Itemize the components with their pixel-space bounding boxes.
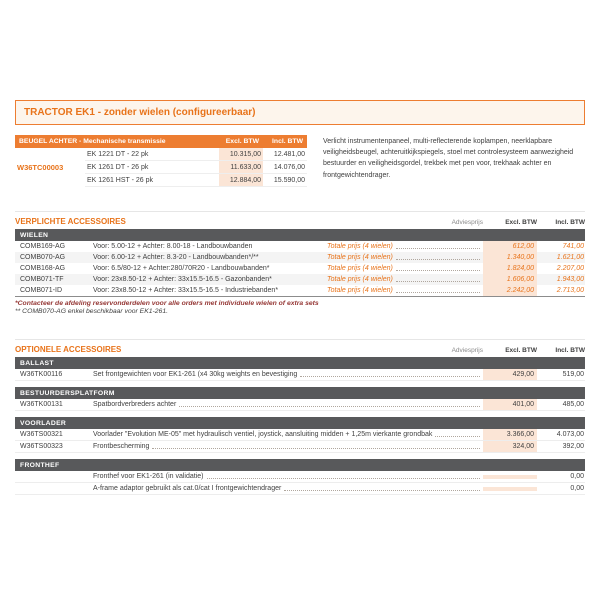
price-incl: 0,00: [570, 473, 584, 480]
model-row: [85, 174, 307, 187]
row-note: Totale prijs (4 wielen): [327, 243, 393, 250]
beugel-achter-section: [15, 135, 585, 187]
model-label: EK 1221 DT - 22 pk: [87, 150, 149, 158]
table-row: [15, 274, 585, 285]
price-excl: 10.315,00: [219, 148, 263, 160]
price-excl: 324,00: [483, 441, 537, 452]
price-incl: 12.481,00: [273, 150, 305, 158]
row-desc: Voor: 23x8.50-12 + Achter: 33x15.5-16.5 - Industriebanden*: [93, 287, 279, 294]
table-row: [15, 252, 585, 263]
col-header-excl-btw: Excl. BTW: [505, 347, 537, 354]
dotted-leader: [396, 276, 480, 282]
group-bar-ballast: BALLAST: [15, 357, 585, 369]
group-bar-fronthef: FRONTHEF: [15, 459, 585, 471]
dotted-leader: [435, 431, 480, 437]
row-code: W36TS00323: [20, 443, 63, 450]
beugel-header-title: BEUGEL ACHTER - Mechanische transmissie: [19, 138, 166, 145]
price-incl: 0,00: [570, 485, 584, 492]
model-label: EK 1261 HST - 26 pk: [87, 176, 154, 184]
price-excl: [483, 475, 537, 479]
page-title: TRACTOR EK1 - zonder wielen (configureerbaar): [15, 100, 585, 125]
row-code: COMB071-ID: [20, 287, 63, 294]
equipment-description: Verlicht instrumentenpaneel, multi-reflecterende koplampen, neerklapbare veiligheidsbeugel, achteruitkijkspiegels, stoel met controlesysteem aanwezigheid bestuurder en veiligheidsgordel, trekbek met pen voor, trekhaak achter en frontgewichtendrager.: [323, 138, 574, 179]
row-code: COMB070-AG: [20, 254, 66, 261]
group-bar-wielen: WIELEN: [15, 229, 585, 241]
page-content: [15, 100, 585, 495]
row-code: W36TS00321: [20, 431, 63, 438]
table-row: [15, 285, 585, 296]
col-header-excl-btw: Excl. BTW: [225, 138, 259, 145]
model-rows: [85, 148, 307, 187]
row-desc: Voor: 6.5/80-12 + Achter:280/70R20 - Landbouwbanden*: [93, 265, 270, 272]
row-desc: A-frame adaptor gebruikt als cat.0/cat I frontgewichtendrager: [93, 485, 282, 492]
footnote-wheels-orders: *Contacteer de afdeling reservonderdelen voor alle orders met individuele wielen of extra sets: [15, 300, 319, 307]
price-excl: 1.340,00: [483, 252, 537, 263]
dotted-leader: [179, 401, 480, 407]
row-code: COMB071-TF: [20, 276, 64, 283]
row-code: W36TK00116: [20, 371, 63, 378]
price-incl: 392,00: [562, 443, 584, 450]
row-code: COMB169-AG: [20, 243, 66, 250]
price-incl: 2.713,00: [556, 287, 584, 294]
price-incl: 4.073,00: [556, 431, 584, 438]
table-row: [15, 263, 585, 274]
col-header-excl-btw: Excl. BTW: [505, 219, 537, 226]
table-row: [15, 369, 585, 381]
row-note: Totale prijs (4 wielen): [327, 265, 393, 272]
group-bestuurdersplatform: [15, 387, 585, 411]
price-excl: 429,00: [483, 369, 537, 380]
row-code: COMB168-AG: [20, 265, 66, 272]
section-header: [15, 345, 585, 357]
beugel-price-table: [15, 135, 307, 187]
price-excl: 2.242,00: [483, 285, 537, 296]
row-desc: Fronthef voor EK1-261 (in validatie): [93, 473, 204, 480]
price-excl: 401,00: [483, 399, 537, 410]
section-title: OPTIONELE ACCESSOIRES: [15, 345, 122, 354]
group-bar-bestuurdersplatform: BESTUURDERSPLATFORM: [15, 387, 585, 399]
price-incl: 485,00: [562, 401, 584, 408]
group-ballast: [15, 357, 585, 381]
table-row: [15, 483, 585, 495]
dotted-leader: [284, 485, 480, 491]
optionele-accessoires-section: [15, 339, 585, 495]
row-desc: Spatbordverbreders achter: [93, 401, 177, 408]
footnote-comb070: ** COMB070-AG enkel beschikbaar voor EK1-261.: [15, 308, 169, 315]
row-note: Totale prijs (4 wielen): [327, 287, 393, 294]
group-voorlader: [15, 417, 585, 453]
row-desc: Voor: 6.00-12 + Achter: 8.3-20 - Landbouwbanden*/**: [93, 254, 259, 261]
group-fronthef: [15, 459, 585, 495]
price-incl: 14.076,00: [273, 163, 305, 171]
verplichte-accessoires-section: [15, 211, 585, 315]
col-header-incl-btw: Incl. BTW: [555, 347, 585, 354]
price-excl: 3.366,00: [483, 429, 537, 440]
section-header: [15, 217, 585, 229]
product-code: W36TC00003: [17, 163, 64, 172]
model-row: [85, 161, 307, 174]
row-desc: Voorlader "Evolution ME-05" met hydraulisch ventiel, joystick, aansluiting midden + 1,25m vierkante grondbak: [93, 431, 433, 438]
row-desc: Set frontgewichten voor EK1-261 (x4 30kg weights en bevestiging: [93, 371, 298, 378]
row-code: W36TK00131: [20, 401, 63, 408]
table-row: [15, 441, 585, 453]
col-header-incl-btw: Incl. BTW: [555, 219, 585, 226]
price-incl: 519,00: [562, 371, 584, 378]
row-desc: Voor: 23x8.50-12 + Achter: 33x15.5-16.5 - Gazonbanden*: [93, 276, 272, 283]
dotted-leader: [300, 371, 480, 377]
table-row: [15, 429, 585, 441]
group-bar-voorlader: VOORLADER: [15, 417, 585, 429]
price-incl: 1.943,00: [556, 276, 584, 283]
price-incl: 2.207,00: [556, 265, 584, 272]
price-incl: 1.621,00: [556, 254, 584, 261]
row-code: [15, 475, 93, 479]
beugel-body: [15, 148, 307, 187]
price-incl: 15.590,00: [273, 176, 305, 184]
price-excl: 1.606,00: [483, 274, 537, 285]
dotted-leader: [396, 254, 480, 260]
table-row: [15, 241, 585, 252]
dotted-leader: [396, 287, 480, 293]
col-header-adviesprijs: Adviesprijs: [451, 347, 483, 354]
wielen-table: [15, 241, 585, 297]
row-desc: Frontbescherming: [93, 443, 150, 450]
price-excl: 12.884,00: [219, 174, 263, 186]
model-label: EK 1261 DT - 26 pk: [87, 163, 149, 171]
dotted-leader: [396, 243, 480, 249]
row-note: Totale prijs (4 wielen): [327, 254, 393, 261]
row-note: Totale prijs (4 wielen): [327, 276, 393, 283]
col-header-adviesprijs: Adviesprijs: [451, 219, 483, 226]
price-excl: [483, 487, 537, 491]
dotted-leader: [396, 265, 480, 271]
table-row: [15, 399, 585, 411]
price-incl: 741,00: [562, 243, 584, 250]
col-header-incl-btw: Incl. BTW: [272, 138, 303, 145]
row-desc: Voor: 5.00-12 + Achter: 8.00-18 - Landbouwbanden: [93, 243, 253, 250]
dotted-leader: [152, 443, 480, 449]
footnotes: [15, 300, 585, 315]
dotted-leader: [207, 473, 481, 479]
price-excl: 1.824,00: [483, 263, 537, 274]
price-excl: 612,00: [483, 241, 537, 252]
price-excl: 11.633,00: [219, 161, 263, 173]
beugel-header-bar: [15, 135, 307, 148]
model-row: [85, 148, 307, 161]
row-code: [15, 487, 93, 491]
section-title: VERPLICHTE ACCESSOIRES: [15, 217, 126, 226]
table-row: [15, 471, 585, 483]
